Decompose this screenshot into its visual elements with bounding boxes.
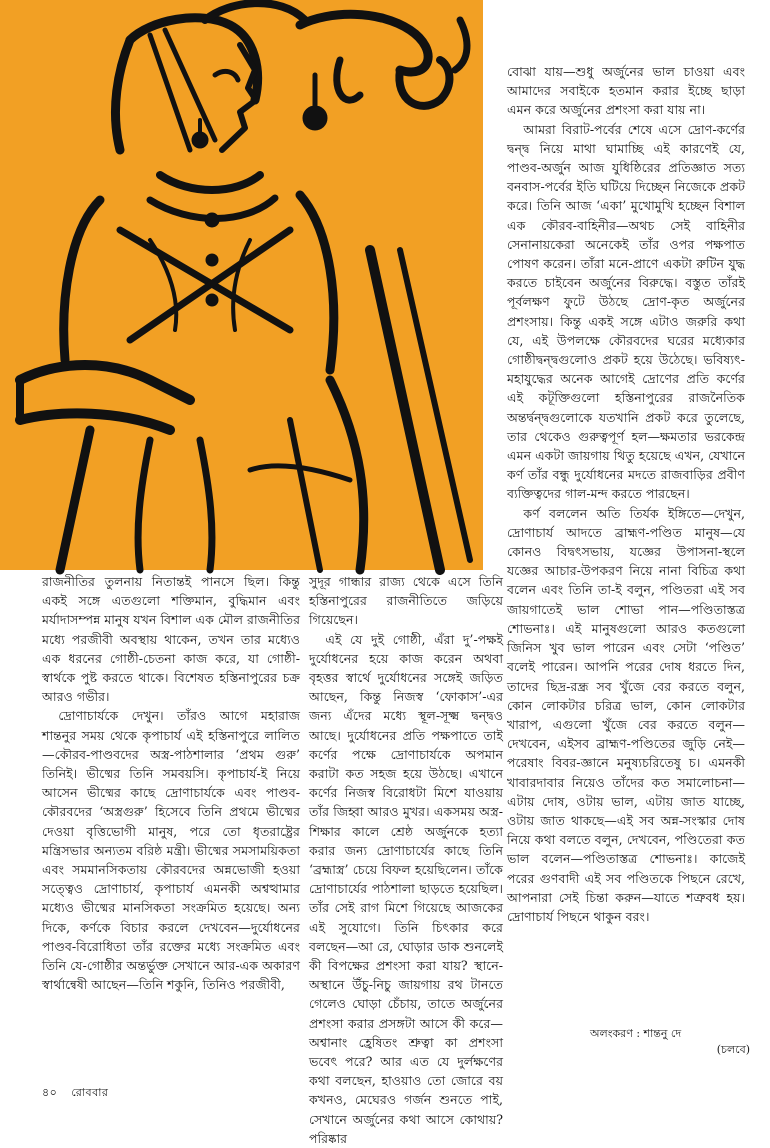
illustration-figure [0, 0, 483, 570]
credits [590, 1026, 750, 1058]
page-footer [42, 1084, 119, 1103]
illustration-credit: অলংকরণ : শান্তনু দে [590, 1027, 682, 1040]
column-right [507, 62, 745, 1012]
paragraph: সুদূর গান্ধার রাজ্য থেকে এসে তিনি হস্তিনাপুরের রাজনীতিতে জড়িয়ে গিয়েছেন। [309, 574, 503, 628]
paragraph: দ্রোণাচার্যকে দেখুন। তাঁরও আগে মহারাজ শান্তনুর সময় থেকে কৃপাচার্য এই হস্তিনাপুরে লালিত—কৌরব-পাণ্ডবদের অস্ত্র-পাঠশালার ‘প্রথম গুরু’ তিনিই। ভীষ্মের তিনি সমবয়সি। কৃপাচার্য-ই নিয়ে আসেন ভীষ্মের কাছে দ্রোণাচার্যকে এবং পাণ্ডব-কৌরবদের ‘অস্ত্রগুরু’ হিসেবে তিনি প্রথমে ভীষ্মের দেওয়া বৃত্তিভোগী মানুষ, পরে তো ধৃতরাষ্ট্রের মন্ত্রিসভার অন্যতম বরিষ্ঠ মন্ত্রী। ভীষ্মের সমসাময়িকতা এবং সমমানসিকতায় কৌরবদের অন্নভোজী হওয়া সত্ত্বেও দ্রোণাচার্য, কৃপাচার্য এমনকী অশ্বত্থামার মধ্যেও ভীষ্মের মানসিকতা সংক্রমিত হয়েছে। অন্য দিকে, কর্ণকে বিচার করলে দেখবেন—দুর্যোধনের পাণ্ডব-বিরোধিতা তাঁর রক্তের মধ্যে সংক্রমিত এবং তিনি যে-গোষ্ঠীর অন্তর্ভুক্ত সেখানে আর-এক অকারণ স্বার্থান্বেষী আছেন—তিনি শকুনি, তিনিও পরজীবী, [42, 708, 300, 993]
paragraph: আমরা বিরাট-পর্বের শেষে এসে দ্রোণ-কর্ণের দ্বন্দ্ব নিয়ে মাথা ঘামাচ্ছি এই কারণেই যে, পাণ্ডব-অর্জুন আজ যুধিষ্ঠিরের প্রতিজ্ঞাত সত্য বনবাস-পর্বের ইতি ঘটিয়ে দিচ্ছেন নিজেকে প্রকট করে। তিনি আজ ‘একা’ মুখোমুখি হচ্ছেন বিশাল এক কৌরব-বাহিনীর—অথচ সেই বাহিনীর সেনানায়কেরা অনেকেই তাঁর ওপর পক্ষপাত পোষণ করেন। তাঁরা মনে-প্রাণে একটা রুটিন যুদ্ধ করতে চাইবেন অর্জুনের বিরুদ্ধে। বস্তুত তাঁরই পূর্বলক্ষণ ফুটে উঠছে দ্রোণ-কৃত অর্জুনের প্রশংসায়। কিন্তু একই সঙ্গে এটাও জরুরি কথা যে, এই উপলক্ষে কৌরবদের ঘরের মধ্যেকার গোষ্ঠীদ্বন্দ্বগুলোও প্রকট হয়ে উঠেছে। ভবিষ্যৎ-মহাযুদ্ধের অনেক আগেই দ্রোণের প্রতি কর্ণের এই কটূক্তিগুলো হস্তিনাপুরের রাজনৈতিক অন্তর্দ্বন্দ্বগুলোকে যতখানি প্রকট করে তুলেছে, তার থেকেও গুরুত্বপূর্ণ হল—ক্ষমতার ভরকেন্দ্র এমন একটা জায়গায় থিতু হয়েছে এখন, যেখানে কর্ণ তাঁর বন্ধু দুর্যোধনের মদতে রাজবাড়ির প্রবীণ ব্যক্তিত্বদের গাল-মন্দ করতে পারছেন। [507, 121, 745, 502]
magazine-name: রোববার [71, 1086, 109, 1099]
column-middle [309, 572, 503, 1146]
page-number: ৪০ [42, 1086, 58, 1099]
paragraph: রাজনীতির তুলনায় নিতান্তই পানসে ছিল। কিন্তু একই সঙ্গে এতগুলো শক্তিমান, বুদ্ধিমান এবং মর্যাদাসম্পন্ন মানুষ যখন বিশাল এক মৌল রাজনীতির মধ্যে পরজীবী অবস্থায় থাকেন, তখন তার মধ্যেও এক ধরনের গোষ্ঠী-চেতনা কাজ করে, যা গোষ্ঠী-স্বার্থকে পুষ্ট করতে থাকে। বিশেষত হস্তিনাপুরের চক্র আরও গভীর। [42, 574, 300, 705]
column-left [42, 572, 300, 1062]
continued-note: (চলবে) [716, 1043, 750, 1056]
illustration [0, 0, 483, 570]
paragraph: কর্ণ বললেন অতি তির্যক ইঙ্গিতে—দেখুন, দ্রোণাচার্য আদতে ব্রাহ্মণ-পণ্ডিত মানুষ—যে কোনও বিদ্বৎসভায়, যজ্ঞের উপাসনা-স্থলে যজ্ঞের আচার-উপকরণ নিয়ে নানা বিচিত্র কথা বলেন এবং তিনি তা-ই বলুন, পণ্ডিতরা এই সব জায়গাতেই ভাল শোভা পান—পণ্ডিতাস্তত্র শোভনাঃ। এই মানুষগুলো আরও কতগুলো জিনিস খুব ভাল পারেন এবং সেটা ‘পণ্ডিত’ বলেই পারেন। আপনি পরের দোষ ধরতে দিন, তাদের ছিদ্র-রন্ধ্র সব খুঁজে বের করতে বলুন, কোন লোকটার চরিত্র ভাল, কোন লোকটার খারাপ, এগুলো খুঁজে বের করতে বলুন—দেখবেন, এইসব ব্রাহ্মণ-পণ্ডিতের জুড়ি নেই—পরেষাং বিবর-জ্ঞানে মনুষ্যচরিতেষু চ। এমনকী খাবারদাবার নিয়েও তাঁদের কত সমালোচনা—এটায় দোষ, ওটায় ভাল, এটায় জাত যাচ্ছে, ওটায় জাত থাকছে—এই সব অন্ন-সংস্কার দোষ নিয়ে কথা বলতে বলুন, দেখবেন, পণ্ডিতেরা কত ভাল বলেন—পণ্ডিতাস্তত্র শোভনাঃ। কাজেই পরের গুণবাদী এই সব পণ্ডিতকে পিছনে রেখে, আপনারা সেই চিন্তা করুন—যাতে শত্রুবধ হয়। দ্রোণাচার্য পিছনে থাকুন বরং। [507, 505, 745, 924]
paragraph: এই যে দুই গোষ্ঠী, এঁরা দু’-পক্ষই দুর্যোধনের হয়ে কাজ করেন অথবা বৃহত্তর স্বার্থে দুর্যোধনের সঙ্গেই জড়িত আছেন, কিন্তু নিজস্ব ‘ফোকাস’-এর জন্য এঁদের মধ্যে স্থূল-সূক্ষ্ম দ্বন্দ্বও আছে। দুর্যোধনের প্রতি পক্ষপাতে তাই কর্ণের পক্ষে দ্রোণাচার্যকে অপমান করাটা কত সহজ হয়ে উঠছে। এখানে কর্ণের নিজস্ব বিরোধটা মিশে যাওয়ায় তাঁর জিহ্বা আরও মুখর। একসময় অস্ত্র-শিক্ষার কালে শ্রেষ্ঠ অর্জুনকে হত্যা করার জন্য দ্রোণাচার্যের কাছে তিনি ‘ব্রহ্মাস্ত্র’ চেয়ে বিফল হয়েছিলেন। তাঁকে দ্রোণাচার্যের পাঠশালা ছাড়তে হয়েছিল। তাঁর সেই রাগ মিশে গিয়েছে আজকের এই সুযোগে। তিনি চিৎকার করে বলছেন—আ রে, ঘোড়ার ডাক শুনলেই কী বিপক্ষের প্রশংসা করা যায়? স্থানে-অস্থানে উঁচু-নিচু জায়গায় রথ টানতে গেলেও ঘোড়া চেঁচায়, তাতে অর্জুনের প্রশংসা করার প্রসঙ্গটা আসে কী করে—অশ্বানাং হ্রেষিতং শ্রুত্বা কা প্রশংসা ভবেৎ পরে? আর এত যে দুর্লক্ষণের কথা বলছেন, হাওয়াও তো জোরে বয় কখনও, মেঘেরও গর্জন শুনতে পাই, সেখানে অর্জুনের কথা আসে কোথায়? পরিষ্কার [309, 631, 503, 1146]
paragraph: বোঝা যায়—শুধু অর্জুনের ভাল চাওয়া এবং আমাদের সবাইকে হতমান করার ইচ্ছে ছাড়া এমন করে অর্জুনের প্রশংসা করা যায় না। [507, 64, 745, 118]
